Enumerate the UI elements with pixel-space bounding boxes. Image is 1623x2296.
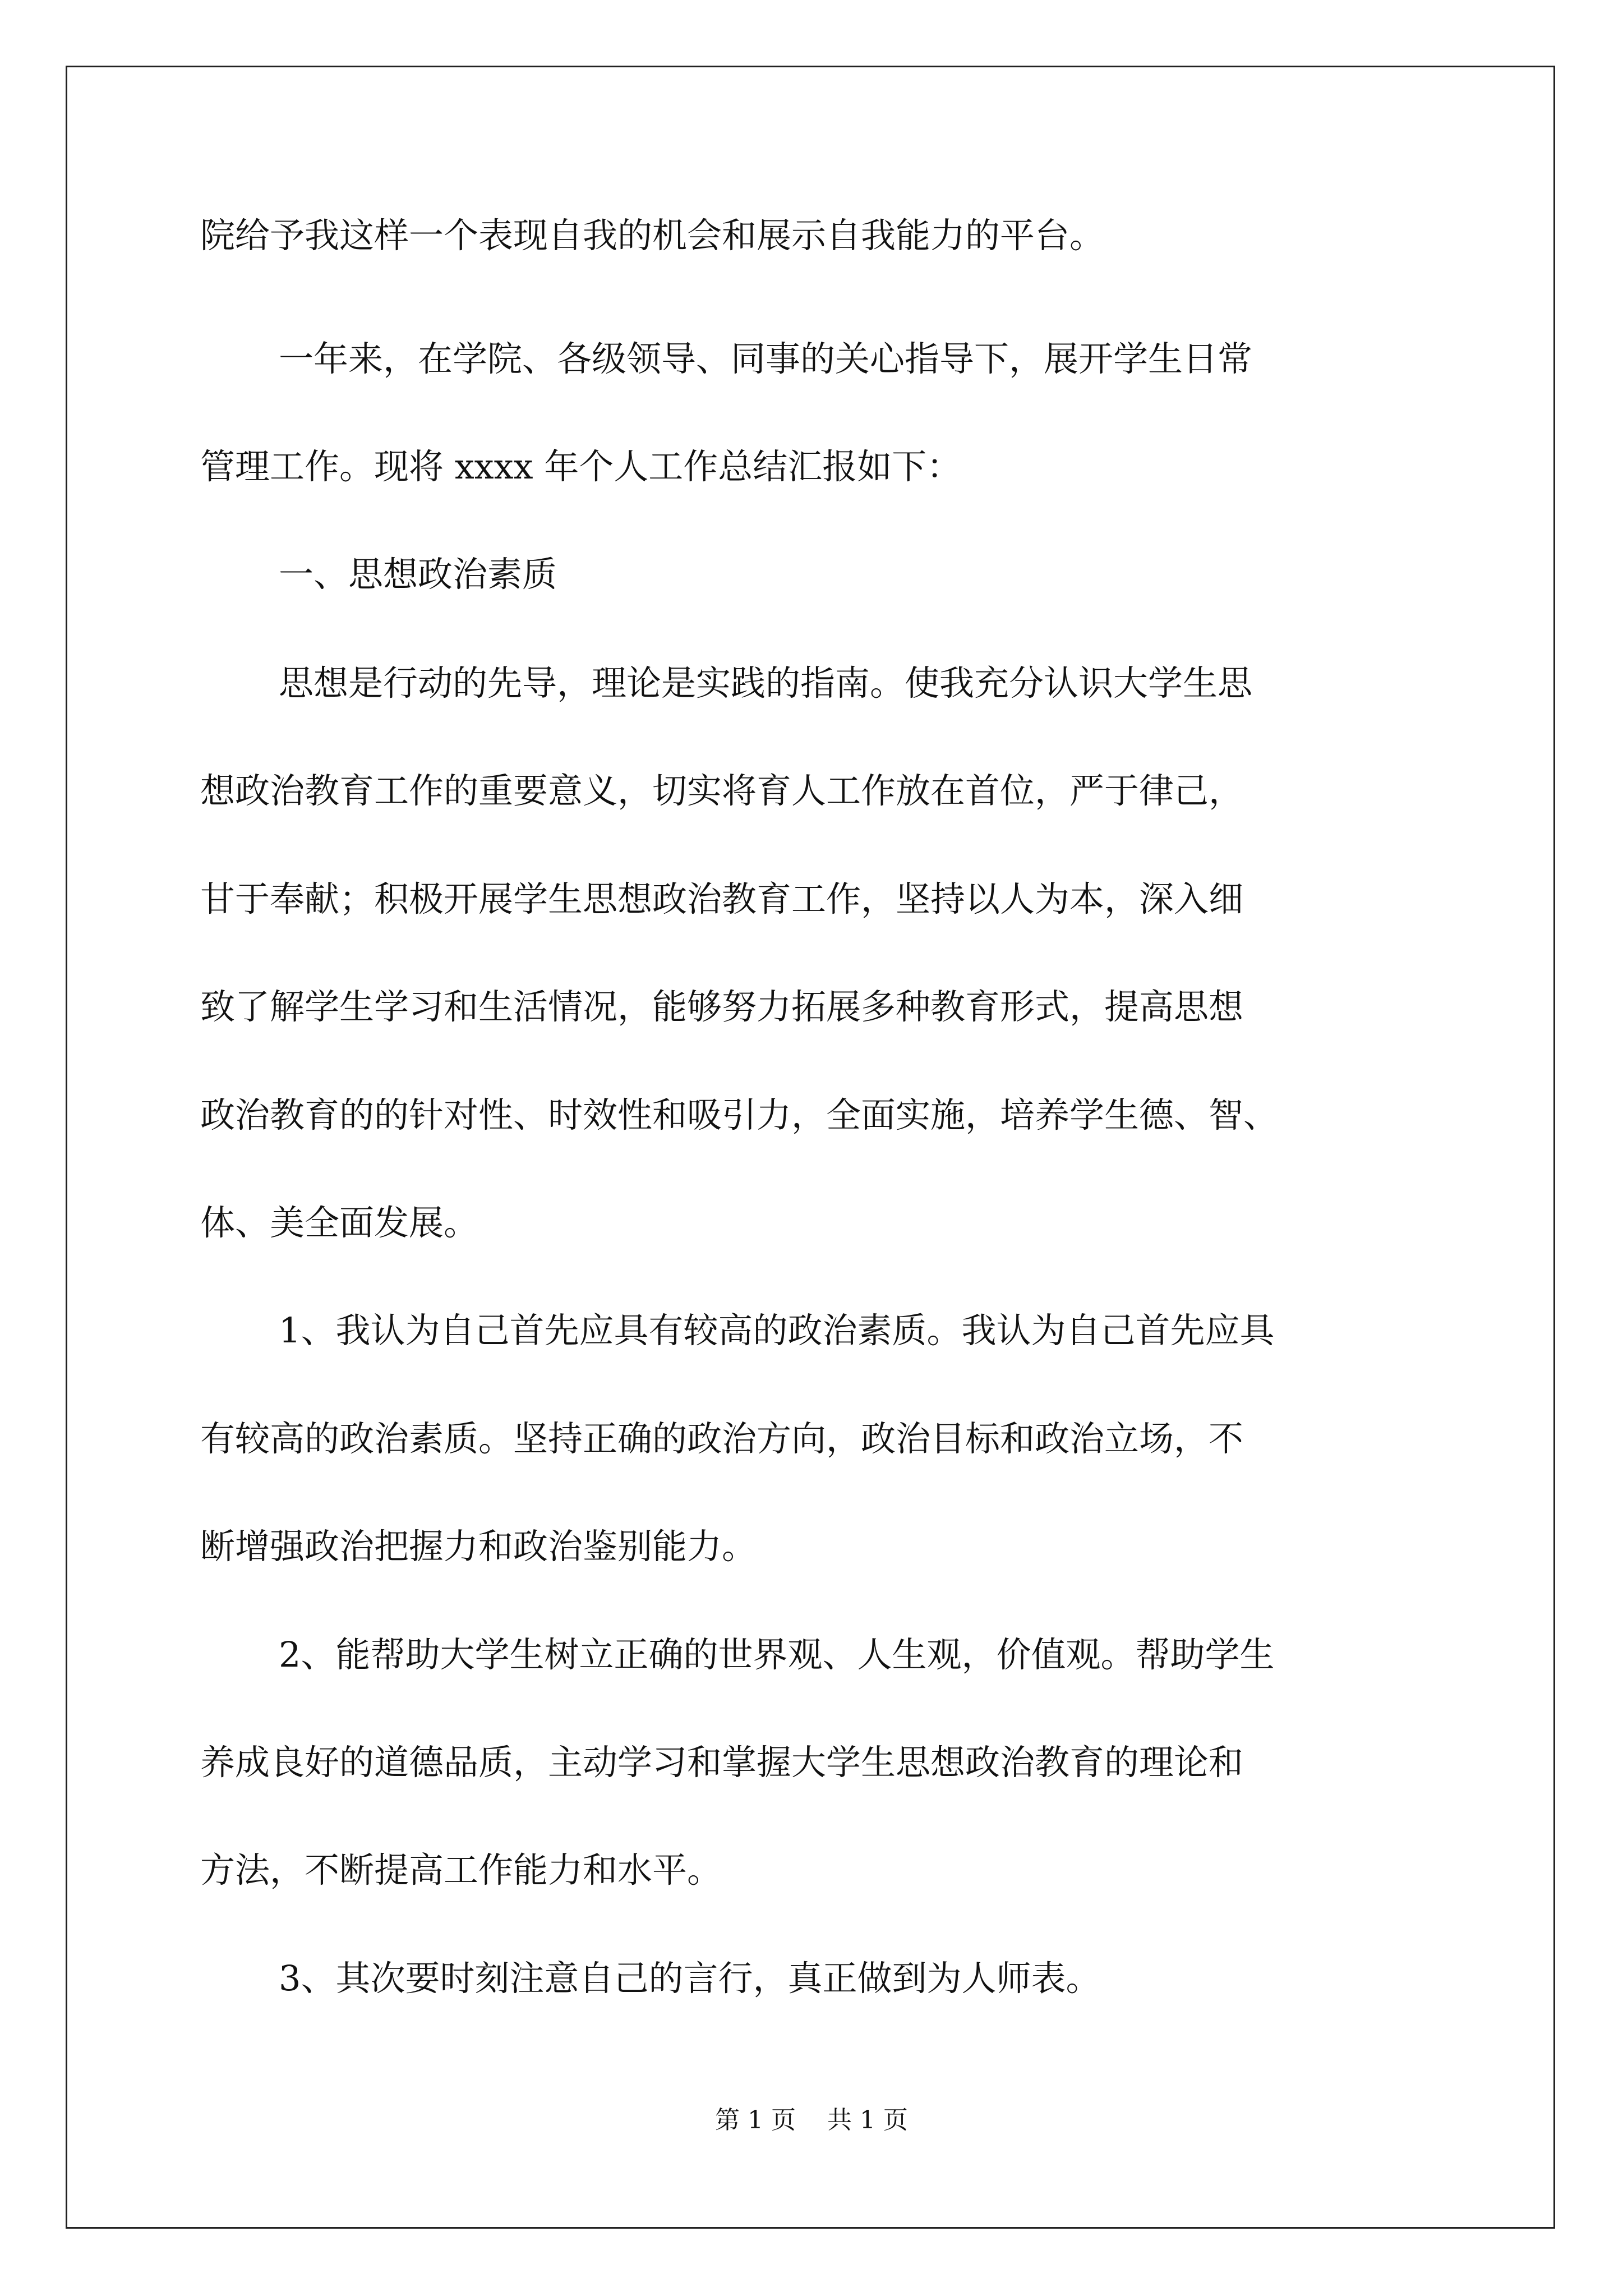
text-line: 有较高的政治素质。坚持正确的政治方向，政治目标和政治立场，不 (200, 1418, 1244, 1459)
text-line: 一年来，在学院、各级领导、同事的关心指导下，展开学生日常 (279, 338, 1253, 379)
text-line: 2、能帮助大学生树立正确的世界观、人生观，价值观。帮助学生 (279, 1634, 1275, 1675)
text-line: 断增强政治把握力和政治鉴别能力。 (200, 1526, 757, 1567)
text-line: 管理工作。现将 xxxx 年个人工作总结汇报如下： (200, 446, 962, 487)
text-line: 体、美全面发展。 (200, 1202, 479, 1243)
text-line: 1、我认为自己首先应具有较高的政治素质。我认为自己首先应具 (279, 1310, 1275, 1351)
text-line: 3、其次要时刻注意自己的言行，真正做到为人师表。 (279, 1958, 1101, 1999)
page-frame (66, 66, 1555, 2229)
text-line: 思想是行动的先导，理论是实践的指南。使我充分认识大学生思 (279, 662, 1253, 703)
text-line: 养成良好的道德品质，主动学习和掌握大学生思想政治教育的理论和 (200, 1742, 1244, 1783)
text-line: 院给予我这样一个表现自我的机会和展示自我能力的平台。 (200, 215, 1105, 256)
text-line: 政治教育的的针对性、时效性和吸引力，全面实施，培养学生德、智、 (200, 1094, 1279, 1135)
text-line: 致了解学生学习和生活情况，能够努力拓展多种教育形式，提高思想 (200, 986, 1244, 1027)
text-line: 甘于奉献；积极开展学生思想政治教育工作，坚持以人为本，深入细 (200, 878, 1244, 919)
text-line: 方法，不断提高工作能力和水平。 (200, 1849, 722, 1890)
page-number-footer: 第 1 页 共 1 页 (715, 2106, 908, 2134)
section-heading: 一、思想政治素质 (279, 554, 557, 595)
text-line: 想政治教育工作的重要意义，切实将育人工作放在首位，严于律己， (200, 770, 1244, 811)
